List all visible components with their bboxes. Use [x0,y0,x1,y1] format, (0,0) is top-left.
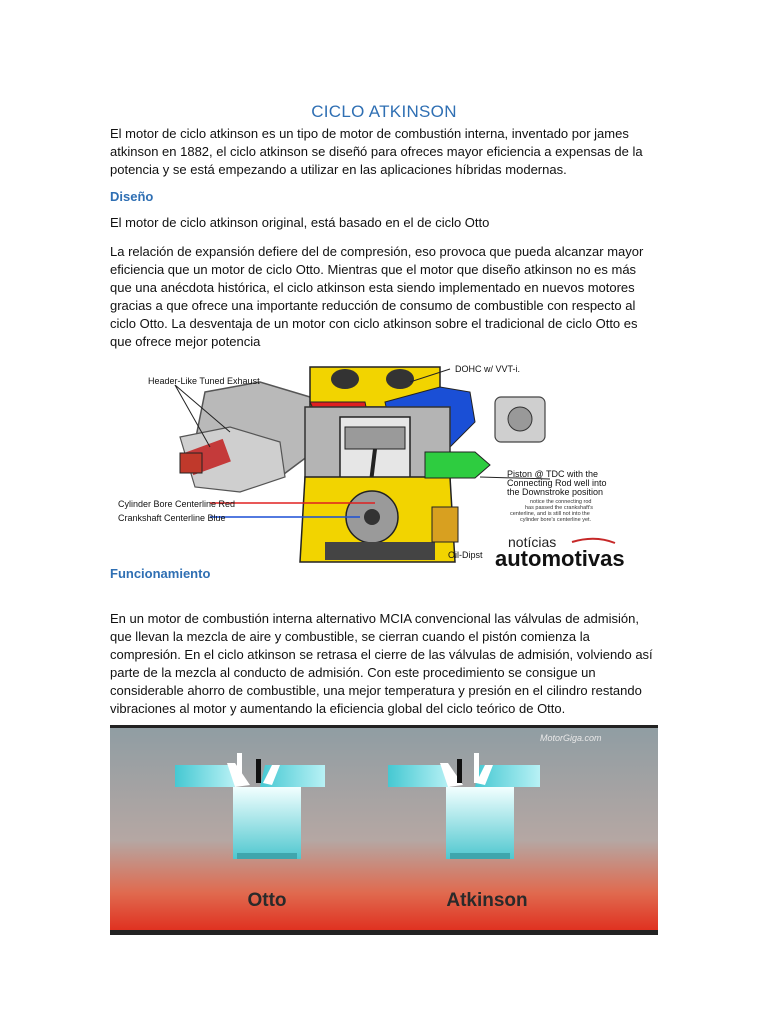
label-atkinson: Atkinson [446,890,528,911]
otto-atkinson-illustration [110,725,658,935]
label-dohc: DOHC w/ VVT-i. [455,364,521,374]
design-paragraph-2: La relación de expansión defiere del de compresión, eso provoca que pueda alcanzar mayor eficiencia que un motor de ciclo Otto. Mientras que el motor que diseño atkinson no es más que una anécdota histórica, el ciclo atkinson esta siendo implementado en nuevos motores gracias a que ofrece una importante reducción de consumo de combustible con respecto al ciclo Otto. La desventaja de un motor con ciclo atkinson sobre el tradicional de ciclo Otto es que ofrece mejor potencia [110,244,644,349]
label-header-exhaust: Header-Like Tuned Exhaust [148,376,260,386]
design-paragraph-1: El motor de ciclo atkinson original, está basado en el de ciclo Otto [110,215,490,230]
label-note-3: centerline, and is still not into the [510,511,590,517]
label-otto: Otto [247,890,287,911]
page-title: CICLO ATKINSON [311,102,457,121]
label-note-1: notice the connecting rod [530,499,592,505]
watermark: MotorGiga.com [540,733,602,743]
label-note-4: cylinder bore's centerline yet. [520,517,592,523]
label-piston-1: Piston @ TDC with the [507,469,599,479]
engine-cutaway-illustration [110,357,658,570]
brand-logo-top: notícias [508,534,557,550]
label-note-2: has passed the crankshaft's [525,505,594,511]
design-heading: Diseño [110,189,154,204]
otto-atkinson-figure [110,725,658,935]
operation-paragraph: En un motor de combustión interna alternativo MCIA convencional las válvulas de admisión, que llevan la mezcla de aire y combustible, se cierran cuando el pistón comienza la compresión. En el ciclo atkinson se retrasa el cierre de las válvulas de admisión, volviendo así parte de la mezcla al conducto de admisión. Con este procedimiento se consigue un considerable ahorro de combustible, una mejor temperatura y presión en el cilindro restando vibraciones al motor y aumentando la eficiencia global del ciclo teórico de Otto. [110,611,653,716]
label-crank-centerline: Crankshaft Centerline Blue [118,513,226,523]
engine-cutaway-figure [110,357,658,570]
intro-paragraph: El motor de ciclo atkinson es un tipo de motor de combustión interna, inventado por james atkinson en 1882, el ciclo atkinson se diseñó para ofreces mayor eficiencia a expensas de la potencia y se está empezando a utilizar en las aplicaciones híbridas modernas. [110,126,643,177]
label-piston-3: the Downstroke position [507,487,604,497]
label-oil-dipstick: Oil-Dipst [448,550,483,560]
label-bore-centerline: Cylinder Bore Centerline Red [118,499,236,509]
brand-logo-bottom: automotivas [495,546,625,570]
label-piston-2: Connecting Rod well into [507,478,607,488]
operation-heading: Funcionamiento [110,566,211,581]
